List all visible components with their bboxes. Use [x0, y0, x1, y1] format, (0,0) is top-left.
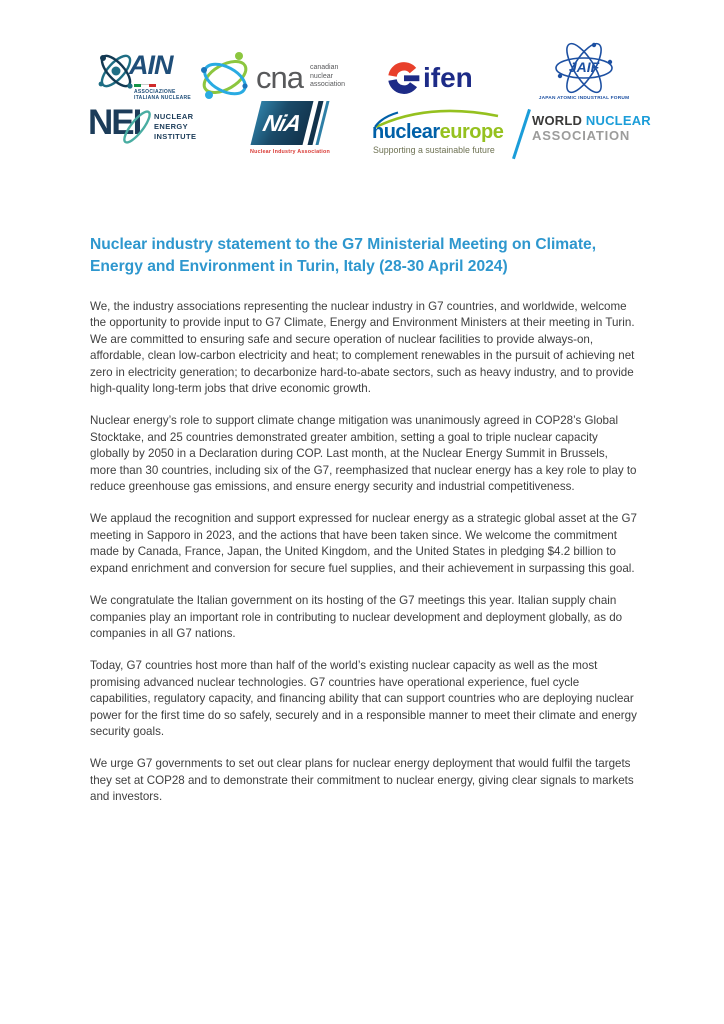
- nei-acronym: NEI: [88, 103, 141, 142]
- statement-paragraph-5: Today, G7 countries host more than half of the world’s existing nuclear capacity as well as the most promising advanced nuclear technologies. G7 countries have operational experience, fuel cycle capabilities, regulatory capacity, and financing ability that can support countries who are deploying nuclear power for the first time do so safely, securely and in a responsible manner to meet their climate and energy security goals.: [90, 659, 637, 738]
- nucleareurope-logo: [370, 108, 506, 160]
- jaif-logo: [532, 42, 636, 112]
- nei-subtext-line: INSTITUTE: [154, 132, 197, 141]
- statement-paragraph-1: We, the industry associations representing the nuclear industry in G7 countries, and worldwide, welcome the opportunity to provide input to G7 Climate, Energy and Environment Ministers at their meeting in Turin. We are committed to ensuring safe and secure operation of nuclear facilities to provide always-on, affordable, clean low-carbon electricity and heat; to complement renewables in the pursuit of achieving net zero in electricity generation; to decarbonize hard-to-abate sectors, such as heavy industry, and to provide high-quality long-term jobs that drive economic growth.: [90, 300, 635, 396]
- wna-word-nuclear: NUCLEAR: [585, 113, 651, 128]
- cna-subtext-line: association: [309, 81, 346, 89]
- nia-badge: [252, 101, 328, 145]
- nei-subtext-line: NUCLEAR: [154, 112, 194, 121]
- cna-logo: [198, 46, 366, 108]
- nucleareurope-wordmark: [372, 122, 503, 142]
- document-title: Nuclear industry statement to the G7 Ministerial Meeting on Climate, Energy and Environment in Turin, Italy (28-30 April 2024): [90, 236, 597, 275]
- nucleareurope-word-europe: europe: [439, 121, 504, 143]
- ain-subtext-line: ITALIANA NUCLEARE: [134, 95, 192, 101]
- jaif-atom-icon: [550, 42, 618, 94]
- cna-swirl-icon: [198, 48, 252, 106]
- cna-subtext: [310, 64, 345, 90]
- gifen-wordmark: ifen: [423, 62, 473, 93]
- ain-subtext-line: ASSOCIAZIONE: [134, 89, 176, 95]
- jaif-acronym: JAIF: [568, 59, 600, 75]
- wna-word-association: ASSOCIATION: [532, 128, 631, 143]
- nia-logo: [240, 101, 340, 165]
- ain-acronym: AIN: [129, 50, 173, 80]
- nei-logo: [88, 103, 204, 163]
- gifen-g-icon: [386, 60, 422, 96]
- document-content: [90, 234, 637, 822]
- wna-slash-icon: [512, 109, 530, 159]
- nia-acronym: NiA: [260, 109, 304, 136]
- nucleareurope-word-nuclear: nuclear: [372, 121, 440, 143]
- wna-word-world: WORLD: [532, 113, 583, 128]
- cna-subtext-line: canadian: [309, 64, 339, 72]
- nei-subtext-line: ENERGY: [154, 122, 189, 131]
- gifen-logo: [386, 57, 488, 99]
- world-nuclear-association-logo: [514, 106, 651, 166]
- nucleareurope-tagline: Supporting a sustainable future: [373, 145, 495, 155]
- italian-flag-icon: [134, 84, 156, 87]
- cna-subtext-line: nuclear: [309, 72, 333, 80]
- cna-acronym: cna: [256, 59, 303, 95]
- nei-subtext: [154, 112, 196, 142]
- statement-paragraph-6: We urge G7 governments to set out clear plans for nuclear energy deployment that would fulfil the targets they set at COP28 and to demonstrate their commitment to nuclear energy, giving clear signals to markets and investors.: [90, 757, 634, 804]
- statement-paragraph-2: Nuclear energy’s role to support climate change mitigation was unanimously agreed in COP28’s Global Stocktake, and 25 countries demonstrated greater ambition, setting a goal to triple nuclear capacity globally by 2050 in a Declaration during COP. Last month, at the Nuclear Energy Summit in Brussels, more than 30 countries, including six of the G7, reemphasized that nuclear energy has a key role to play to reduce greenhouse gas emissions, and ensure energy security and industrial competitiveness.: [90, 414, 637, 494]
- wna-wordmark: [532, 113, 651, 143]
- jaif-subtext: JAPAN ATOMIC INDUSTRIAL FORUM: [538, 96, 630, 101]
- nia-subtext: Nuclear Industry Association: [250, 149, 330, 155]
- statement-paragraph-3: We applaud the recognition and support expressed for nuclear energy as a strategic global asset at the G7 meeting in Sapporo in 2023, and the actions that have been taken since. We welcome the commitment made by Canada, France, Japan, the United Kingdom, and the United States in pledging $4.2 billion to expand enrichment and conversion for secure fuel supplies, and their achievement in surpassing this goal.: [90, 512, 637, 575]
- nei-orbit-icon: [116, 99, 158, 155]
- statement-paragraph-4: We congratulate the Italian government on its hosting of the G7 meetings this year. Italian supply chain companies play an important role in contributing to nuclear development and deployment globally, as do companies in all G7 nations.: [90, 594, 623, 640]
